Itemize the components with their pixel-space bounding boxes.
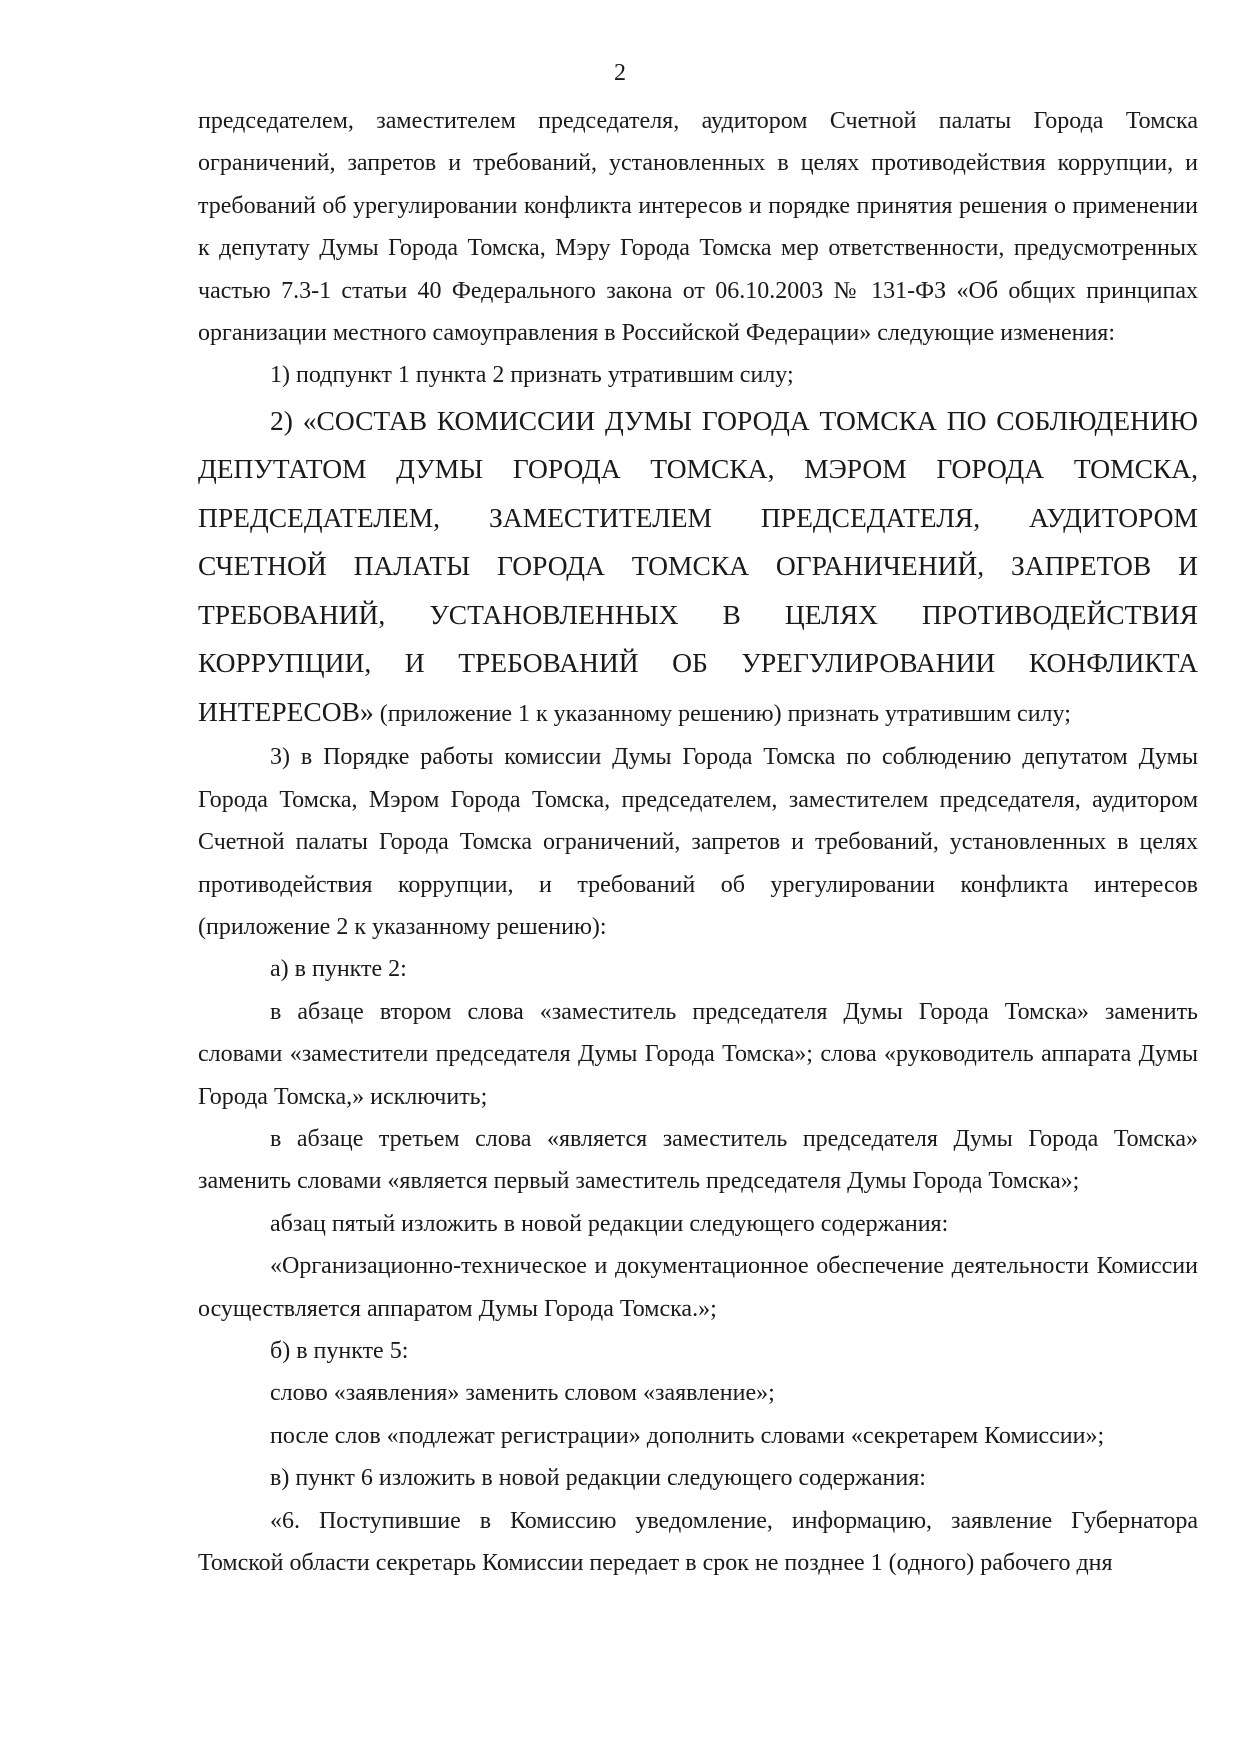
paragraph-8: абзац пятый изложить в новой редакции следующего содержания: xyxy=(270,1210,949,1237)
paragraph-3-rest: (приложение 1 к указанному решению) признать утратившим силу; xyxy=(373,700,1071,727)
document-body xyxy=(198,100,1198,1584)
paragraph-4: 3) в Порядке работы комиссии Думы Города Томска по соблюдению депутатом Думы Города Томска, Мэром Города Томска, председателем, заместителем председателя, аудитором Счетной палаты Города Томска ограничений, запретов и требований, установленных в целях противодействия коррупции, и требований об урегулировании конфликта интересов (приложение 2 к указанному решению): xyxy=(198,744,1198,940)
paragraph-5: а) в пункте 2: xyxy=(270,956,407,983)
paragraph-13: в) пункт 6 изложить в новой редакции следующего содержания: xyxy=(270,1465,926,1492)
paragraph-2: 1) подпункт 1 пункта 2 признать утратившим силу; xyxy=(270,362,794,389)
paragraph-10: б) в пункте 5: xyxy=(270,1338,409,1365)
paragraph-12: после слов «подлежат регистрации» дополнить словами «секретарем Комиссии»; xyxy=(270,1422,1105,1449)
committee-composition-title: 2) «СОСТАВ КОМИССИИ ДУМЫ ГОРОДА ТОМСКА ПО СОБЛЮДЕНИЮ ДЕПУТАТОМ ДУМЫ ГОРОДА ТОМСКА, МЭРОМ ГОРОДА ТОМСКА, ПРЕДСЕДАТЕЛЕМ, ЗАМЕСТИТЕЛЕМ ПРЕДСЕДАТЕЛЯ, АУДИТОРОМ СЧЕТНОЙ ПАЛАТЫ ГОРОДА ТОМСКА ОГРАНИЧЕНИЙ, ЗАПРЕТОВ И ТРЕБОВАНИЙ, УСТАНОВЛЕННЫХ В ЦЕЛЯХ ПРОТИВОДЕЙСТВИЯ КОРРУПЦИИ, И ТРЕБОВАНИЙ ОБ УРЕГУЛИРОВАНИИ КОНФЛИКТА ИНТЕРЕСОВ» xyxy=(198,404,1198,727)
paragraph-6: в абзаце втором слова «заместитель председателя Думы Города Томска» заменить словами «заместители председателя Думы Города Томска»; слова «руководитель аппарата Думы Города Томска,» исключить; xyxy=(198,998,1198,1110)
paragraph-11: слово «заявления» заменить словом «заявление»; xyxy=(270,1380,775,1407)
paragraph-3 xyxy=(198,397,1198,737)
paragraph-9: «Организационно-техническое и документационное обеспечение деятельности Комиссии осуществляется аппаратом Думы Города Томска.»; xyxy=(198,1253,1198,1322)
paragraph-7: в абзаце третьем слова «является заместитель председателя Думы Города Томска» заменить словами «является первый заместитель председателя Думы Города Томска»; xyxy=(198,1126,1198,1195)
paragraph-14: «6. Поступившие в Комиссию уведомление, информацию, заявление Губернатора Томской области секретарь Комиссии передает в срок не позднее 1 (одного) рабочего дня xyxy=(198,1507,1198,1577)
page-number: 2 xyxy=(614,60,626,86)
paragraph-1: председателем, заместителем председателя, аудитором Счетной палаты Города Томска ограничений, запретов и требований, установленных в целях противодействия коррупции, и требований об урегулировании конфликта интересов и порядке принятия решения о применении к депутату Думы Города Томска, Мэру Города Томска мер ответственности, предусмотренных частью 7.3-1 статьи 40 Федерального закона от 06.10.2003 № 131-ФЗ «Об общих принципах организации местного самоуправления в Российской Федерации» следующие изменения: xyxy=(198,108,1198,347)
